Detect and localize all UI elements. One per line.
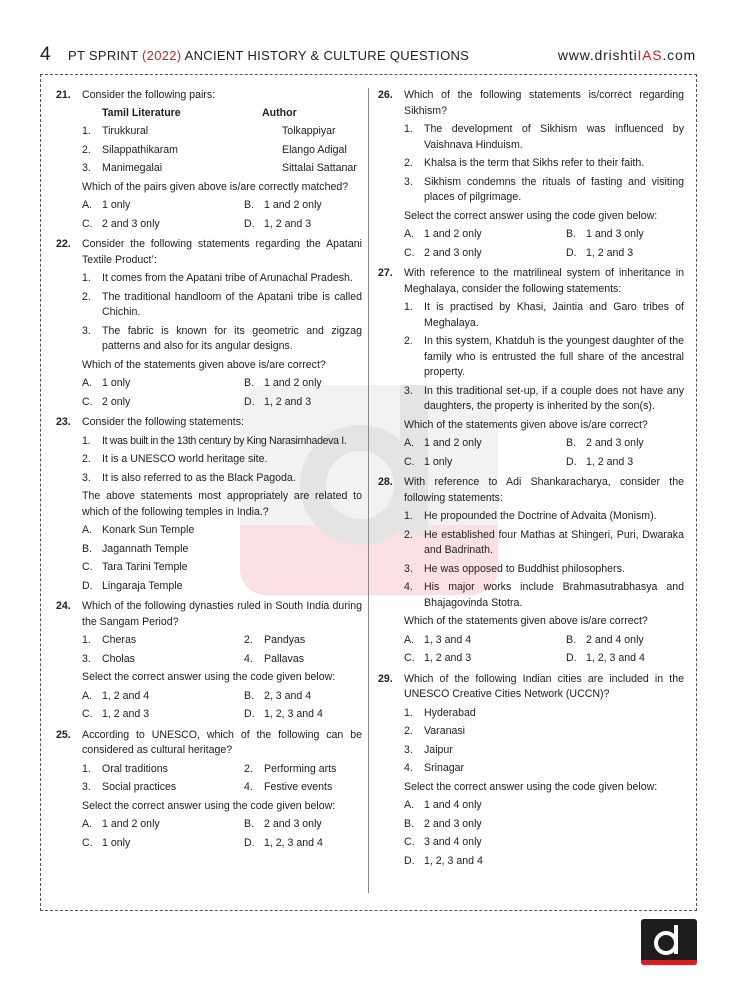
question-text: Which of the following dynasties ruled in South India during the Sangam Period? [82, 600, 362, 628]
pair-row: 1. Tirukkural Tolkappiyar [82, 125, 336, 137]
drishti-logo-icon[interactable] [641, 919, 697, 965]
question-prompt: The above statements most appropriately are related to which of the following temples in India.? [82, 490, 362, 518]
statement: 1. It is practised by Khasi, Jaintia and Garo tribes of Meghalaya. [404, 301, 684, 329]
question-number: 27. [378, 267, 393, 279]
page-number: 4 [40, 44, 51, 65]
pairs-header [82, 106, 362, 122]
statement: 2. It is a UNESCO world heritage site. [82, 453, 268, 465]
option[interactable]: D. 1, 2, 3 and 4 [566, 652, 645, 664]
option[interactable]: C. 1, 2 and 3 [82, 708, 150, 720]
question-28 [378, 475, 684, 667]
option[interactable]: D. 1, 2, 3 and 4 [404, 854, 483, 867]
list-item: 3. Cholas [82, 652, 135, 665]
option[interactable]: C. 2 and 3 only [82, 217, 160, 230]
question-text: Consider the following pairs: [82, 89, 216, 101]
website-link[interactable]: www.drishtiIAS.com [557, 47, 696, 63]
page-header [40, 44, 700, 66]
question-prompt: Select the correct answer using the code given below: [404, 780, 658, 793]
question-23 [56, 415, 362, 594]
question-prompt: Which of the statements given above is/are correct? [82, 358, 326, 371]
option[interactable]: A. 1, 3 and 4 [404, 633, 472, 646]
answer-options [404, 436, 684, 470]
option[interactable]: D. 1, 2, 3 and 4 [244, 836, 323, 849]
option[interactable]: A. 1 and 2 only [82, 818, 160, 830]
question-text: With reference to Adi Shankaracharya, consider the following statements: [404, 476, 684, 504]
option[interactable]: B. 1 and 3 only [566, 228, 644, 240]
statement: 4. His major works include Brahmasutrabhasya and Bhajagovinda Stotra. [404, 581, 684, 609]
pair-row: 2. Silappathikaram Elango Adigal [82, 143, 347, 156]
option[interactable]: D. 1, 2, 3 and 4 [244, 708, 323, 720]
question-25 [56, 728, 362, 852]
option[interactable]: B. 2 and 4 only [566, 633, 644, 646]
option[interactable]: C. 1 only [82, 836, 131, 849]
column-heading-literature: Tamil Literature [102, 106, 181, 119]
list-item: 2. Varanasi [404, 725, 466, 737]
question-prompt: Select the correct answer using the code given below: [404, 209, 658, 222]
column-heading-author: Author [262, 106, 297, 119]
question-number: 23. [56, 416, 71, 428]
option[interactable]: D. Lingaraja Temple [82, 579, 183, 592]
option[interactable]: D. 1, 2 and 3 [244, 395, 312, 408]
question-prompt: Select the correct answer using the code given below: [82, 671, 336, 683]
statement-list [404, 509, 684, 611]
statement: 3. In this traditional set-up, if a couple does not have any daughters, the property is inherited by the son(s). [404, 384, 684, 412]
list-item: 4. Festive events [244, 781, 333, 793]
item-list [82, 762, 362, 796]
question-text: According to UNESCO, which of the following can be considered as cultural heritage? [82, 728, 362, 756]
option[interactable]: D. 1, 2 and 3 [566, 246, 634, 259]
statement: 1. He propounded the Doctrine of Advaita (Monism). [404, 510, 657, 522]
answer-options [82, 198, 362, 232]
question-text: Which of the following statements is/correct regarding Sikhism? [404, 89, 684, 117]
question-number: 26. [378, 89, 393, 101]
option[interactable]: A. 1 only [82, 377, 131, 389]
question-26 [378, 88, 684, 261]
statement: 2. Khalsa is the term that Sikhs refer to their faith. [404, 157, 645, 169]
list-item: 3. Social practices [82, 781, 177, 793]
page-title: PT SPRINT (2022) ANCIENT HISTORY & CULTURE QUESTIONS [68, 48, 470, 63]
answer-options [404, 798, 684, 869]
statement-list [404, 300, 684, 415]
statement: 2. In this system, Khatduh is the youngest daughter of the family who is entrusted the full share of the ancestral property. [404, 335, 684, 378]
question-number: 25. [56, 728, 71, 741]
statement: 3. The fabric is known for its geometric and zigzag patterns and also for its angular designs. [82, 324, 362, 352]
statement: 1. It was built in the 13th century by King Narasimhadeva I. [82, 434, 347, 447]
question-number: 22. [56, 238, 71, 250]
statement: 1. The development of Sikhism was influenced by Vaishnava Hinduism. [404, 123, 684, 151]
list-item: 1. Hyderabad [404, 706, 476, 719]
option[interactable]: C. 1, 2 and 3 [404, 652, 472, 664]
statement: 1. It comes from the Apatani tribe of Arunachal Pradesh. [82, 272, 353, 284]
statement: 3. It is also referred to as the Black Pagoda. [82, 471, 296, 484]
option[interactable]: B. 2 and 3 only [566, 437, 644, 449]
right-column [378, 88, 684, 869]
question-text: Consider the following statements regarding the Apatani Textile Product’: [82, 238, 362, 266]
option[interactable]: A. 1 only [82, 199, 131, 211]
list-item: 4. Srinagar [404, 762, 465, 774]
pair-row: 3. Manimegalai Sittalai Sattanar [82, 162, 357, 174]
option[interactable]: C. Tara Tarini Temple [82, 561, 188, 573]
list-item: 1. Oral traditions [82, 762, 168, 775]
question-24 [56, 599, 362, 723]
question-29 [378, 672, 684, 870]
list-item: 3. Jaipur [404, 743, 453, 756]
statement: 3. Sikhism condemns the rituals of fasting and visiting places of pilgrimage. [404, 175, 684, 203]
answer-options [404, 633, 684, 667]
option[interactable]: C. 3 and 4 only [404, 836, 482, 848]
statement: 2. The traditional handloom of the Apatani tribe is called Chichin. [82, 290, 362, 318]
answer-options [82, 689, 362, 723]
left-column [56, 88, 362, 851]
option[interactable]: A. Konark Sun Temple [82, 524, 195, 536]
list-item: 2. Pandyas [244, 634, 306, 646]
question-number: 21. [56, 89, 71, 101]
option[interactable]: B. 1 and 2 only [244, 377, 322, 389]
option[interactable]: C. 1 only [404, 455, 453, 468]
item-list [82, 633, 362, 667]
statement: 2. He established four Mathas at Shingeri, Puri, Dwaraka and Badrinath. [404, 528, 684, 556]
list-item: 1. Cheras [82, 634, 137, 646]
list-item: 4. Pallavas [244, 652, 305, 665]
question-21 [56, 88, 362, 232]
question-prompt: Select the correct answer using the code given below: [82, 799, 336, 812]
option[interactable]: C. 2 and 3 only [404, 246, 482, 259]
question-prompt: Which of the statements given above is/are correct? [404, 418, 648, 431]
answer-options [82, 376, 362, 410]
option[interactable]: D. 1, 2 and 3 [566, 455, 634, 468]
question-prompt: Which of the pairs given above is/are correctly matched? [82, 180, 349, 193]
statement: 3. He was opposed to Buddhist philosophers. [404, 562, 625, 575]
answer-options [82, 817, 362, 851]
option[interactable]: A. 1 and 4 only [404, 799, 482, 811]
statement-list [404, 122, 684, 206]
option[interactable]: A. 1, 2 and 4 [82, 689, 150, 702]
statement-list [82, 271, 362, 355]
question-27 [378, 266, 684, 470]
option[interactable]: A. 1 and 2 only [404, 437, 482, 449]
option[interactable]: B. Jagannath Temple [82, 542, 189, 555]
option[interactable]: A. 1 and 2 only [404, 228, 482, 240]
option[interactable]: C. 2 only [82, 395, 131, 408]
question-text: Which of the following Indian cities are included in the UNESCO Creative Cities Network (UCCN)? [404, 672, 684, 700]
option[interactable]: D. 1, 2 and 3 [244, 217, 312, 230]
option[interactable]: B. 2 and 3 only [244, 818, 322, 830]
option[interactable]: B. 2 and 3 only [404, 817, 482, 830]
answer-options [82, 523, 362, 594]
question-number: 29. [378, 672, 393, 685]
question-22 [56, 237, 362, 410]
pairs-list [82, 124, 362, 177]
item-list [404, 706, 684, 777]
answer-options [404, 227, 684, 261]
statement-list [82, 434, 362, 487]
question-text: With reference to the matrilineal system of inheritance in Meghalaya, consider the following statements: [404, 267, 684, 295]
option[interactable]: B. 1 and 2 only [244, 199, 322, 211]
list-item: 2. Performing arts [244, 762, 337, 775]
question-number: 28. [378, 476, 393, 488]
question-prompt: Which of the statements given above is/are correct? [404, 615, 648, 627]
question-number: 24. [56, 600, 71, 612]
question-text: Consider the following statements: [82, 416, 244, 428]
option[interactable]: B. 2, 3 and 4 [244, 689, 312, 702]
